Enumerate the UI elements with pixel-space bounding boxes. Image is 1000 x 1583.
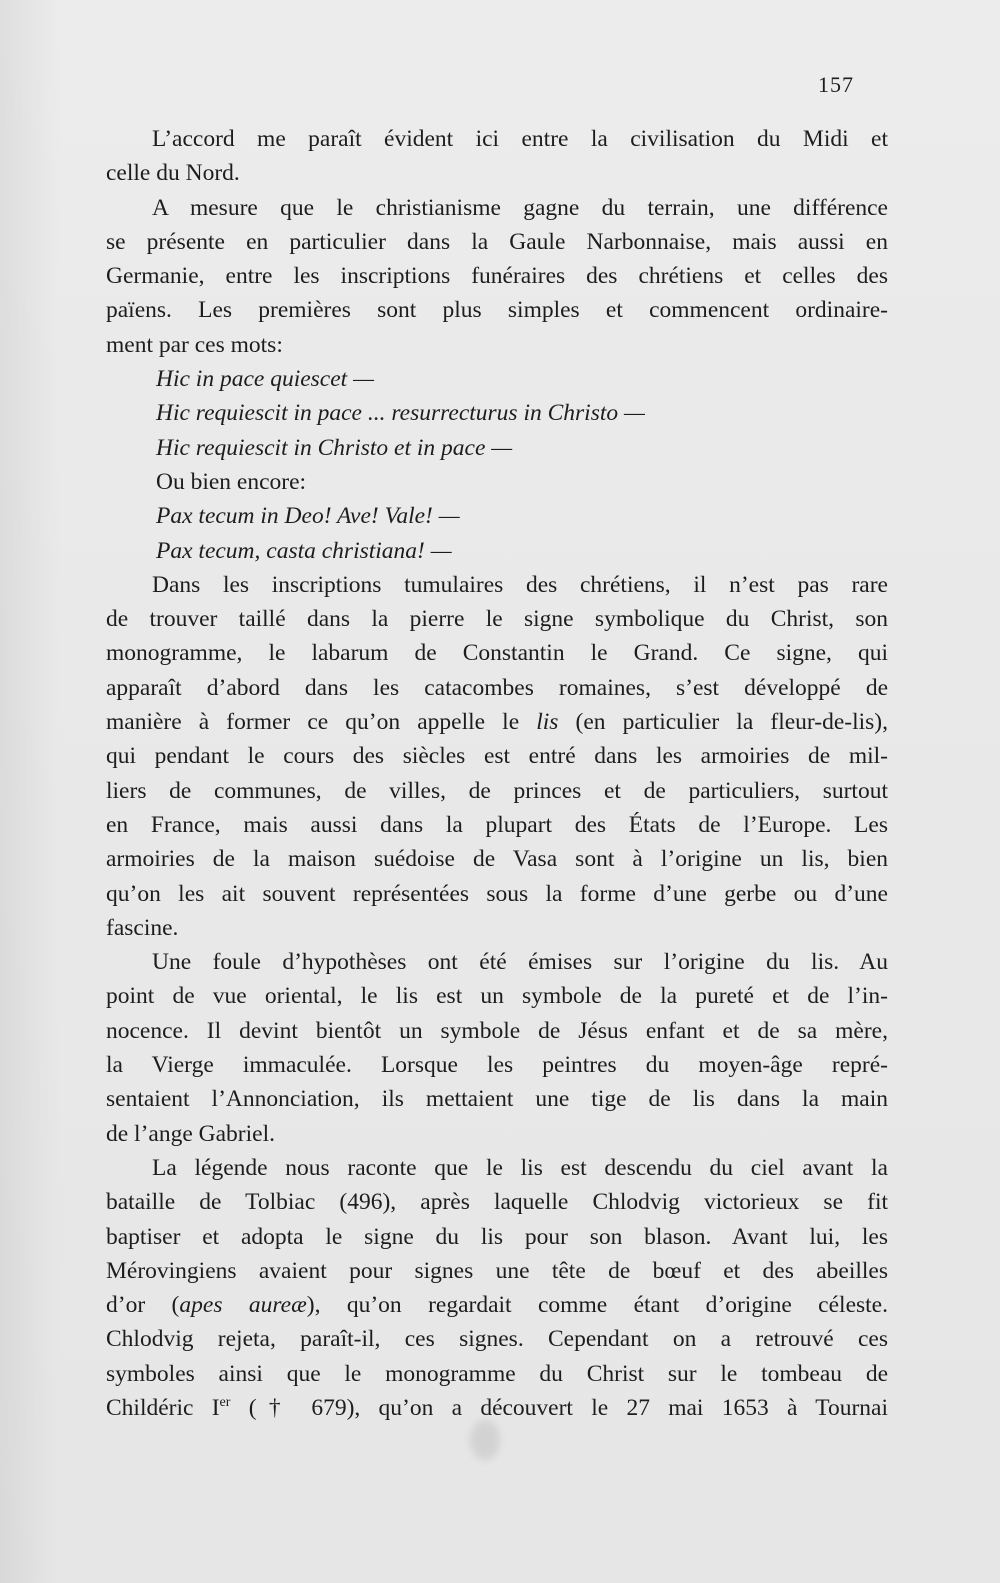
text-line: La légende nous raconte que le lis est descendu du ciel avant la bbox=[152, 1154, 888, 1181]
text-line bbox=[106, 1288, 888, 1322]
text-line: Ou bien encore: bbox=[156, 468, 307, 495]
text-line: point de vue oriental, le lis est un symbole de la pureté et de l’in- bbox=[106, 983, 888, 1010]
text-line: fascine. bbox=[106, 914, 179, 941]
text-line: païens. Les premières sont plus simples et commencent ordinaire- bbox=[106, 297, 888, 324]
text-line: bataille de Tolbiac (496), après laquelle Chlodvig victorieux se fit bbox=[106, 1189, 888, 1216]
text-line: nocence. Il devint bientôt un symbole de Jésus enfant et de sa mère, bbox=[106, 1017, 888, 1044]
text-line: Pax tecum, casta christiana! — bbox=[156, 537, 452, 564]
page-number: 157 bbox=[818, 72, 854, 97]
text-line: symboles ainsi que le monogramme du Christ sur le tombeau de bbox=[106, 1360, 888, 1387]
line-segment: († 679), qu’on a découvert le 27 mai 1653 à Tournai bbox=[230, 1394, 888, 1421]
text-line: de trouver taillé dans la pierre le signe symbolique du Christ, son bbox=[106, 606, 888, 633]
italic-term: lis bbox=[536, 709, 559, 736]
text-line: de l’ange Gabriel. bbox=[106, 1120, 275, 1147]
text-line: en France, mais aussi dans la plupart des États de l’Europe. Les bbox=[106, 811, 888, 838]
text-line: sentaient l’Annonciation, ils mettaient une tige de lis dans la main bbox=[106, 1086, 888, 1113]
text-line: qui pendant le cours des siècles est entré dans les armoiries de mil- bbox=[106, 743, 888, 770]
text-line: celle du Nord. bbox=[106, 160, 240, 187]
text-line: qu’on les ait souvent représentées sous la forme d’une gerbe ou d’une bbox=[106, 880, 888, 907]
text-line: Chlodvig rejeta, paraît-il, ces signes. Cependant on a retrouvé ces bbox=[106, 1326, 888, 1353]
text-line: monogramme, le labarum de Constantin le Grand. Ce signe, qui bbox=[106, 640, 888, 667]
text-line bbox=[106, 1391, 888, 1425]
text-line: ment par ces mots: bbox=[106, 331, 283, 358]
text-line: L’accord me paraît évident ici entre la civilisation du Midi et bbox=[152, 126, 888, 152]
text-line: liers de communes, de villes, de princes et de particuliers, surtout bbox=[106, 777, 888, 804]
text-line: Hic requiescit in Christo et in pace — bbox=[156, 434, 513, 461]
text-line: Pax tecum in Deo! Ave! Vale! — bbox=[156, 503, 460, 530]
line-segment: d’or ( bbox=[106, 1292, 180, 1319]
text-line: Germanie, entre les inscriptions funéraires des chrétiens et celles des bbox=[106, 263, 888, 290]
ink-smudge bbox=[470, 1420, 500, 1460]
text-line: Une foule d’hypothèses ont été émises sur l’origine du lis. Au bbox=[152, 949, 888, 976]
italic-term: apes aureæ bbox=[179, 1292, 307, 1319]
text-line: Hic requiescit in pace ... resurrecturus in Christo — bbox=[156, 400, 645, 427]
superscript: er bbox=[219, 1394, 231, 1410]
text-line: baptiser et adopta le signe du lis pour son blason. Avant lui, les bbox=[106, 1223, 888, 1250]
body-text bbox=[106, 122, 888, 1425]
text-line: Mérovingiens avaient pour signes une tête de bœuf et des abeilles bbox=[106, 1257, 888, 1284]
text-line: armoiries de la maison suédoise de Vasa sont à l’origine un lis, bien bbox=[106, 846, 888, 873]
text-line: la Vierge immaculée. Lorsque les peintres du moyen-âge repré- bbox=[106, 1052, 888, 1079]
text-line: se présente en particulier dans la Gaule Narbonnaise, mais aussi en bbox=[106, 228, 888, 255]
line-segment: manière à former ce qu’on appelle le bbox=[106, 709, 537, 736]
text-line: A mesure que le christianisme gagne du terrain, une différence bbox=[152, 194, 888, 221]
text-line bbox=[106, 705, 888, 739]
text-line: apparaît d’abord dans les catacombes romaines, s’est développé de bbox=[106, 674, 888, 701]
text-line: Dans les inscriptions tumulaires des chrétiens, il n’est pas rare bbox=[152, 571, 888, 598]
text-line: Hic in pace quiescet — bbox=[156, 366, 374, 393]
line-segment: (en particulier la fleur-de-lis), bbox=[558, 709, 888, 736]
line-segment: ), qu’on regardait comme étant d’origine céleste. bbox=[306, 1292, 888, 1319]
line-segment: Childéric I bbox=[106, 1394, 220, 1421]
